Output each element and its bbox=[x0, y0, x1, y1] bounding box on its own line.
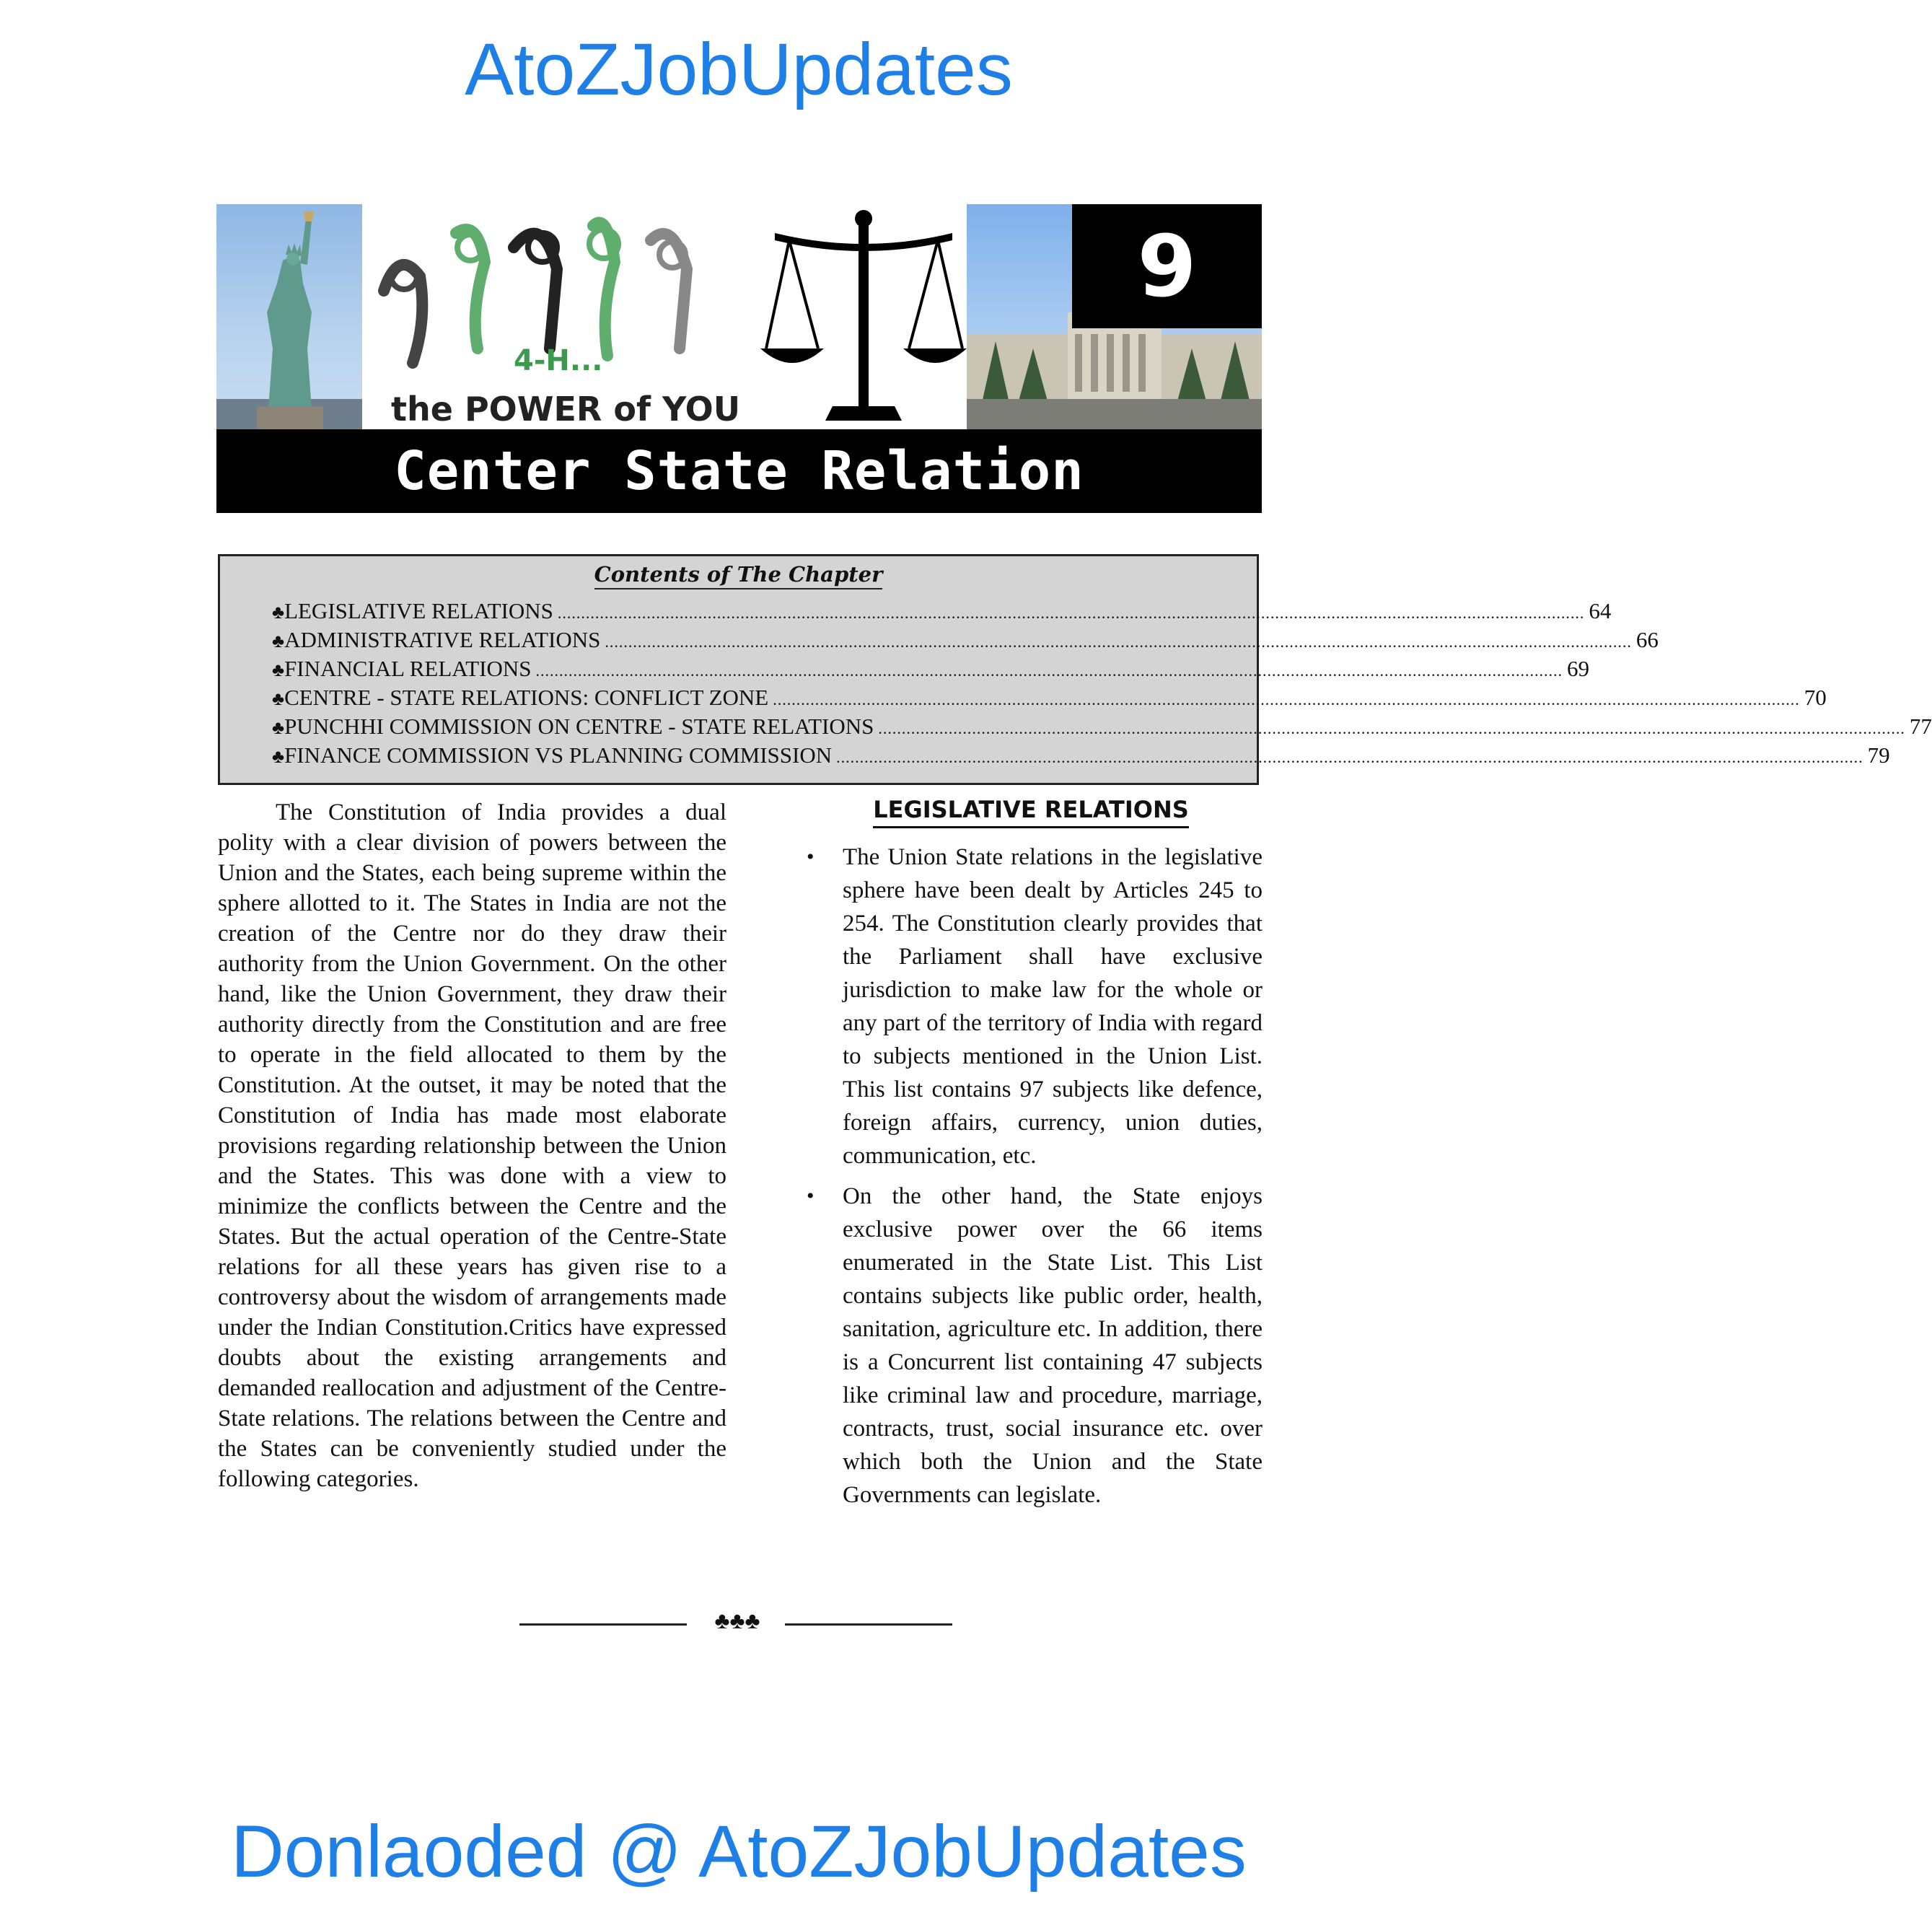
toc-item-page: 66 bbox=[1635, 627, 1659, 652]
toc-item[interactable] bbox=[272, 598, 1612, 627]
bullet-icon: • bbox=[807, 1184, 814, 1208]
chapter-contents-box bbox=[218, 554, 1932, 785]
toc-item-label: FINANCIAL RELATIONS bbox=[284, 656, 532, 681]
toc-item-page: 79 bbox=[1867, 742, 1890, 768]
intro-paragraph: The Constitution of India provides a dual polity with a clear division of powers between the Union and the States, each being supreme within the sphere allotted to it. The States in India are not the creation of the Centre nor do they draw their authority from the Union Government. On the other hand, like the Union Government, they draw their authority directly from the Constitution and are free to operate in the field allocated to them by the Constitution. At the outset, it may be noted that the Constitution of India has made most elaborate provisions regarding relationship between the Union and the States. This was done with a view to minimize the conflicts between the Centre and the States. But the actual operation of the Centre-State relations for all these years has given rise to a controversy about the wisdom of arrangements made under the Indian Constitution.Critics have expressed doubts about the existing arrangements and demanded reallocation and adjustment of the Centre-State relations. The relations between the Centre and the States can be conveniently studied under the following categories. bbox=[218, 799, 726, 1492]
toc-leader-dots: ........................................................................................................................................................................................................................... bbox=[557, 604, 1585, 622]
watermark-top: AtoZJobUpdates bbox=[465, 28, 1013, 110]
toc-leader-dots: ........................................................................................................................................................................................................................... bbox=[535, 662, 1563, 680]
bullet-text: The Union State relations in the legislative sphere have been dealt by Articles 245 to 254. The Constitution clearly provides that the Parliament shall have exclusive jurisdiction to make law for the whole or any part of the territory of India with regard to subjects mentioned in the Union List. This list contains 97 subjects like defence, foreign affairs, currency, union duties, communication, etc. bbox=[843, 844, 1263, 1169]
intro-column bbox=[218, 797, 726, 1494]
legislative-relations-column bbox=[799, 796, 1263, 1519]
club-icon: ♣ bbox=[272, 659, 285, 680]
bullet-icon: • bbox=[807, 845, 814, 869]
toc-item-page: 70 bbox=[1804, 685, 1827, 710]
toc-leader-dots: ........................................................................................................................................................................................................................... bbox=[605, 633, 1632, 651]
toc-item-label: CENTRE - STATE RELATIONS: CONFLICT ZONE bbox=[284, 685, 769, 710]
toc-item-label: PUNCHHI COMMISSION ON CENTRE - STATE RELATIONS bbox=[284, 714, 874, 739]
toc-leader-dots: ........................................................................................................................................................................................................................... bbox=[773, 690, 1800, 709]
club-icon: ♣ bbox=[272, 602, 285, 623]
logo-power-text: the POWER of YOU bbox=[391, 390, 741, 429]
toc-item[interactable] bbox=[272, 656, 1589, 685]
bullet-text: On the other hand, the State enjoys exclusive power over the 66 items enumerated in the State List. This List contains subjects like public order, health, sanitation, agriculture etc. In addition, there is a Concurrent list containing 47 subjects like criminal law and procedure, marriage, contracts, trust, social insurance etc. over which both the Union and the State Governments can legislate. bbox=[843, 1183, 1263, 1508]
table-of-contents bbox=[272, 598, 1932, 771]
toc-item[interactable] bbox=[272, 742, 1890, 771]
chapter-number: 9 bbox=[1072, 204, 1262, 328]
toc-item-page: 69 bbox=[1567, 656, 1589, 681]
section-heading: LEGISLATIVE RELATIONS bbox=[799, 796, 1263, 823]
toc-item-label: FINANCE COMMISSION VS PLANNING COMMISSION bbox=[284, 742, 833, 768]
toc-item-label: LEGISLATIVE RELATIONS bbox=[284, 598, 553, 623]
club-icon: ♣ bbox=[272, 688, 285, 709]
logo-4h-text: 4-H... bbox=[514, 344, 603, 377]
contents-heading: Contents of The Chapter bbox=[220, 562, 1257, 587]
toc-item[interactable] bbox=[272, 714, 1932, 742]
clubs-icon: ♣♣♣ bbox=[714, 1608, 760, 1633]
divider-line bbox=[519, 1623, 687, 1626]
scales-of-justice-image bbox=[760, 204, 967, 429]
club-icon: ♣ bbox=[272, 746, 285, 767]
toc-leader-dots: ........................................................................................................................................................................................................................... bbox=[878, 719, 1905, 737]
statue-of-liberty-image bbox=[216, 204, 362, 429]
toc-item-page: 77 bbox=[1909, 714, 1932, 739]
divider-line bbox=[785, 1623, 952, 1626]
toc-item[interactable] bbox=[272, 685, 1827, 714]
bullet-item bbox=[799, 1180, 1263, 1512]
power-of-you-logo-image bbox=[362, 204, 760, 429]
toc-leader-dots: ........................................................................................................................................................................................................................... bbox=[836, 748, 1863, 766]
chapter-banner bbox=[216, 204, 1262, 513]
watermark-bottom: Donlaoded @ AtoZJobUpdates bbox=[231, 1810, 1247, 1893]
club-icon: ♣ bbox=[272, 631, 285, 652]
toc-item[interactable] bbox=[272, 627, 1659, 656]
bullet-item bbox=[799, 841, 1263, 1172]
chapter-title: Center State Relation bbox=[216, 429, 1262, 513]
toc-item-label: ADMINISTRATIVE RELATIONS bbox=[284, 627, 601, 652]
club-icon: ♣ bbox=[272, 717, 285, 738]
section-end-ornament bbox=[519, 1608, 952, 1636]
toc-item-page: 64 bbox=[1589, 598, 1612, 623]
